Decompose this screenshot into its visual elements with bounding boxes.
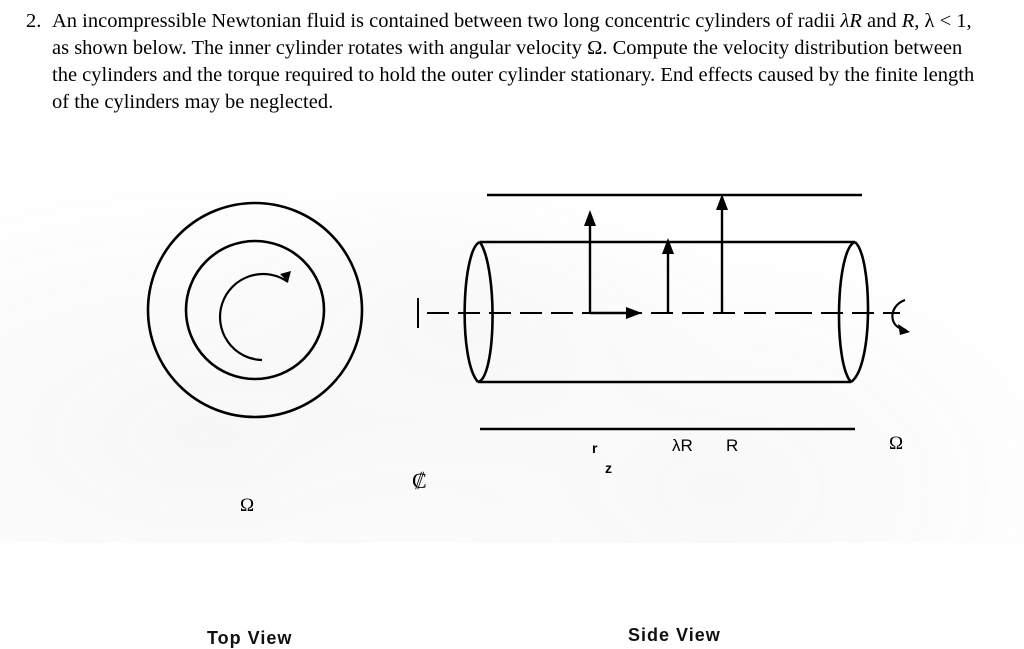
problem-text: An incompressible Newtonian fluid is contained between two long concentric cylinders of radii λR and R, λ < 1, as shown below. The inner cylinder rotates with angular velocity Ω. Compute the velocity distribution between the cylinders and the torque required to hold the outer cylinder stationary. End effects caused by the finite length of the cylinders may be neglected. xyxy=(52,10,975,113)
r-axis-arrowhead xyxy=(584,210,596,226)
rotation-arrow-top xyxy=(220,274,288,360)
problem-statement xyxy=(26,8,986,116)
dimension-label-R: R xyxy=(726,436,739,455)
top-view-caption: Top View xyxy=(207,628,293,648)
rotation-arrow-head-side xyxy=(898,324,910,335)
side-view-caption: Side View xyxy=(628,625,721,645)
lambda-r-arrowhead xyxy=(662,238,674,254)
z-axis-arrowhead xyxy=(626,307,642,319)
figure-svg xyxy=(0,170,1024,500)
axis-label-z: z xyxy=(605,460,612,476)
omega-label-top: Ω xyxy=(240,495,255,516)
axis-label-r: r xyxy=(592,440,598,456)
R-arrowhead xyxy=(716,194,728,210)
omega-label-side: Ω xyxy=(889,433,904,454)
dimension-label-lambda-r: λR xyxy=(672,436,693,455)
outer-cylinder-circle xyxy=(148,203,362,417)
figure xyxy=(0,170,1024,648)
centerline-label: ₡ xyxy=(412,468,427,493)
problem-number: 2. xyxy=(26,10,42,32)
